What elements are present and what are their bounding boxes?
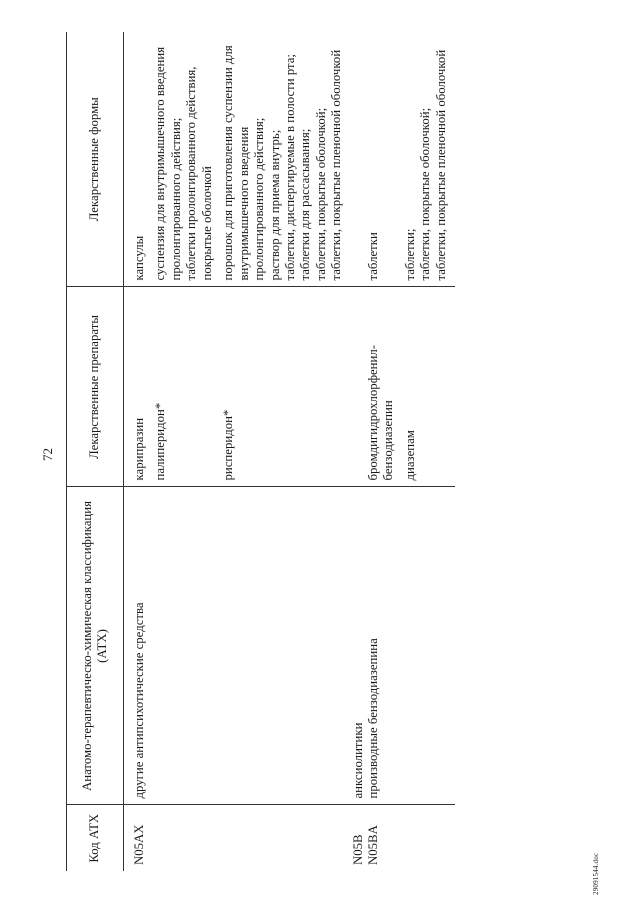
dosage-form: таблетки, покрытые пленочной оболочкой <box>433 49 448 281</box>
dosage-form: таблетки для рассасывания; <box>298 128 313 281</box>
page-number: 72 <box>40 448 55 461</box>
header-forms: Лекарственные формы <box>67 32 124 287</box>
dosage-form: таблетки пролонгированного действия, покрытые оболочкой <box>184 66 214 281</box>
dosage-form: таблетки, покрытые пленочной оболочкой <box>329 49 344 281</box>
dosage-form: таблетки, покрытые оболочкой; <box>418 107 433 281</box>
drugs-cell <box>351 287 366 487</box>
forms-cell <box>366 32 455 287</box>
drug-forms <box>153 38 215 281</box>
classification-cell: анксиолитики <box>351 487 366 805</box>
table-row <box>351 32 366 871</box>
classification-cell: другие антипсихотические средства <box>124 487 351 805</box>
drug-forms <box>403 38 449 281</box>
header-classification: Анатомо-терапевтическо-химическая классификация (АТХ) <box>67 487 124 805</box>
drug-forms <box>221 38 344 281</box>
dosage-form: таблетки; <box>403 228 418 281</box>
dosage-form: таблетки, покрытые оболочкой; <box>313 107 328 281</box>
table-row <box>366 32 455 871</box>
dosage-form: таблетки <box>366 232 381 281</box>
atc-code-cell: N05AX <box>124 805 351 871</box>
dosage-form: суспензия для внутримышечного введения пролонгированного действия; <box>153 46 183 281</box>
header-code: Код АТХ <box>67 805 124 871</box>
classification-cell: производные бензодиазепина <box>366 487 455 805</box>
dosage-form: порошок для приготовления суспензии для внутримышечного введения пролонгированного действия; <box>221 45 267 281</box>
drugs-cell <box>366 287 455 487</box>
drug-forms <box>366 38 397 281</box>
drug-forms <box>132 38 147 281</box>
forms-cell <box>124 32 351 287</box>
table-header-row <box>67 32 124 871</box>
dosage-form: капсулы <box>132 235 146 281</box>
dosage-form: раствор для приема внутрь; <box>267 129 282 281</box>
drug-name: рисперидон* <box>221 409 236 481</box>
drug-name: диазепам <box>403 430 418 481</box>
atc-table <box>66 32 455 871</box>
table-row <box>124 32 351 871</box>
document-filename: 29091544.doc <box>592 852 600 895</box>
drug-name: бромдигидрохлорфенил-бензодиазепин <box>366 344 396 481</box>
header-drugs: Лекарственные препараты <box>67 287 124 487</box>
forms-cell <box>351 32 366 287</box>
drug-name: палиперидон* <box>153 402 168 481</box>
atc-code-cell: N05BA <box>366 805 455 871</box>
dosage-form: таблетки, диспергируемые в полости рта; <box>283 54 298 281</box>
atc-code-cell: N05B <box>351 805 366 871</box>
drug-name: карипразин <box>132 417 146 481</box>
drugs-cell <box>124 287 351 487</box>
